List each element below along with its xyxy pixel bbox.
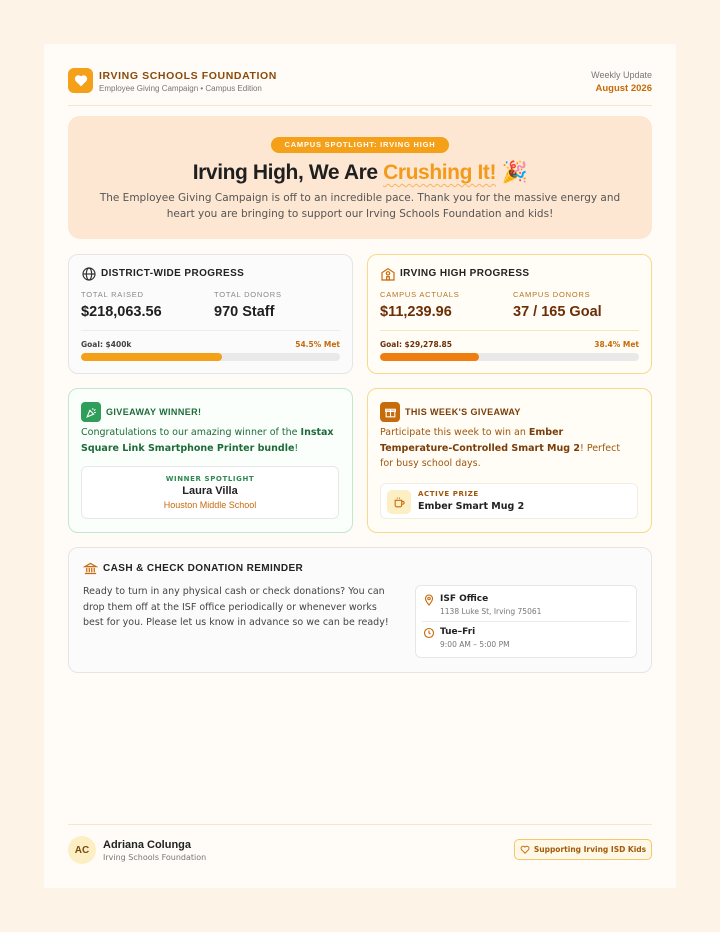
gift-icon [380, 402, 400, 422]
cash-title: CASH & CHECK DONATION REMINDER [103, 563, 304, 574]
active-prize [380, 483, 638, 519]
district-title: DISTRICT-WIDE PROGRESS [101, 268, 245, 279]
winner-spotlight [81, 466, 339, 519]
office-info [415, 585, 637, 658]
campus-actuals-label: CAMPUS ACTUALS [380, 290, 460, 299]
divider [81, 330, 340, 331]
giveaway-text-post: ! Perfect for busy school days. [380, 442, 621, 469]
giveaway-title: THIS WEEK'S GIVEAWAY [405, 407, 521, 417]
newsletter-page [44, 44, 676, 888]
winner-school: Houston Middle School [163, 500, 257, 510]
office-name: ISF Office [440, 594, 489, 604]
badge-label: Supporting Irving ISD Kids [533, 845, 647, 854]
author-org: Irving Schools Foundation [103, 853, 207, 862]
header-subtitle: Employee Giving Campaign • Campus Edition [99, 84, 262, 93]
coffee-mug-icon [387, 490, 411, 514]
clock-icon [423, 627, 435, 639]
campus-donors-value: 37 / 165 Goal [513, 304, 602, 320]
giveaway-text-pre: Participate this week to win an [380, 427, 529, 438]
office-days: Tue–Fri [440, 627, 476, 637]
supporting-badge [514, 839, 652, 860]
winner-prize-name: Instax Square Link Smartphone Printer bundle [81, 427, 334, 454]
total-raised-label: TOTAL RAISED [81, 290, 144, 299]
district-progress-card [68, 254, 353, 374]
location-pin-icon [423, 594, 435, 606]
org-name: IRVING SCHOOLS FOUNDATION [99, 70, 277, 82]
hero-banner [68, 116, 652, 239]
school-icon [380, 266, 396, 282]
total-donors-label: TOTAL DONORS [214, 290, 282, 299]
winner-title: GIVEAWAY WINNER! [106, 407, 202, 417]
heart-outline-icon [520, 845, 530, 854]
campus-percent: 38.4% Met [594, 340, 639, 349]
campus-donors-label: CAMPUS DONORS [513, 290, 591, 299]
campus-actuals-value: $11,239.96 [380, 304, 452, 320]
update-date: August 2026 [595, 83, 652, 94]
footer-divider [68, 824, 652, 825]
prize-label: ACTIVE PRIZE [418, 490, 479, 498]
district-progress-bar [81, 353, 340, 361]
district-goal: Goal: $400k [81, 340, 132, 349]
header [68, 68, 652, 106]
total-donors-value: 970 Staff [214, 304, 275, 320]
prize-name: Ember Smart Mug 2 [418, 501, 525, 512]
spotlight-pill: CAMPUS SPOTLIGHT: IRVING HIGH [271, 137, 449, 153]
update-label: Weekly Update [591, 70, 652, 80]
total-raised-value: $218,063.56 [81, 304, 162, 320]
weekly-giveaway-card [367, 388, 652, 533]
giveaway-prize-name: Ember Temperature-Controlled Smart Mug 2 [380, 427, 580, 454]
giveaway-text [380, 425, 635, 472]
confetti-icon [81, 402, 101, 422]
campus-progress-bar [380, 353, 639, 361]
divider [422, 621, 630, 622]
campus-goal: Goal: $29,278.85 [380, 340, 452, 349]
district-progress-fill [81, 353, 222, 361]
party-popper-icon: 🎉 [501, 161, 528, 184]
hero-title [68, 161, 652, 185]
giveaway-winner-card [68, 388, 353, 533]
cash-text: Ready to turn in any physical cash or check donations? You can drop them off at the ISF office periodically or whenever works best for you. Please let us know in advance so we can be ready! [83, 586, 389, 628]
winner-text-pre: Congratulations to our amazing winner of the [81, 427, 301, 438]
campus-progress-card [367, 254, 652, 374]
campus-progress-fill [380, 353, 479, 361]
avatar: AC [68, 836, 96, 864]
hero-title-prefix: Irving High, We Are [192, 161, 378, 184]
cash-check-card [68, 547, 652, 673]
winner-name: Laura Villa [182, 485, 238, 497]
author-name: Adriana Colunga [103, 839, 192, 851]
heart-icon [68, 68, 93, 93]
divider [380, 330, 639, 331]
office-hours: 9:00 AM – 5:00 PM [440, 640, 510, 649]
hero-text: The Employee Giving Campaign is off to an incredible pace. Thank you for the massive energy and heart you are bringing to support our Irving Schools Foundation and kids! [99, 192, 621, 220]
spotlight-label: WINNER SPOTLIGHT [165, 475, 255, 483]
hero-title-highlight: Crushing It! [383, 161, 497, 184]
winner-text-post: ! [294, 442, 299, 454]
office-address: 1138 Luke St, Irving 75061 [440, 607, 542, 616]
winner-text [81, 425, 336, 456]
campus-title: IRVING HIGH PROGRESS [400, 268, 530, 279]
globe-icon [81, 266, 97, 282]
district-percent: 54.5% Met [295, 340, 340, 349]
bank-icon [83, 561, 98, 576]
